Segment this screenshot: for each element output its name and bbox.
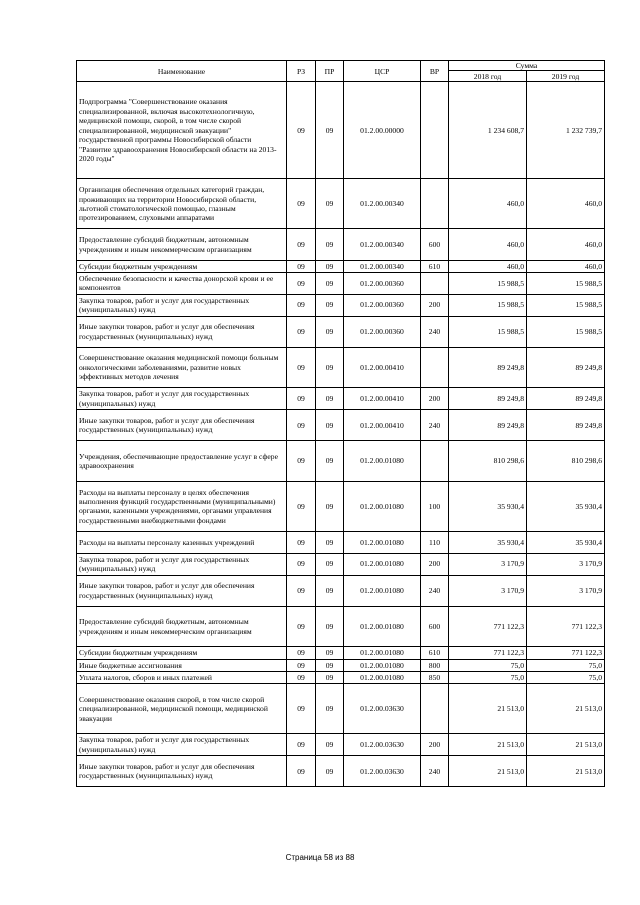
row-sum-2018: 460,0 [449, 260, 527, 272]
row-sum-2018: 460,0 [449, 179, 527, 229]
row-csr: 01.2.00.00000 [344, 82, 421, 179]
row-rz: 09 [287, 260, 316, 272]
table-row [77, 684, 605, 734]
row-vr: 200 [421, 734, 449, 756]
row-name: Расходы на выплаты персоналу в целях обеспечения выполнения функций государственными (муниципальными) органами, казенными учреждениями, органами управления государственными внебюджетными фондами [77, 481, 287, 531]
row-csr: 01.2.00.00340 [344, 260, 421, 272]
table-row [77, 606, 605, 647]
table-row [77, 179, 605, 229]
row-sum-2018: 89 249,8 [449, 388, 527, 410]
header-pr: ПР [316, 61, 344, 82]
row-rz: 09 [287, 659, 316, 671]
row-pr: 09 [316, 734, 344, 756]
row-name: Закупка товаров, работ и услуг для государственных (муниципальных) нужд [77, 553, 287, 575]
row-csr: 01.2.00.03630 [344, 684, 421, 734]
table-row [77, 647, 605, 659]
row-name: Совершенствование оказания медицинской помощи больным онкологическими заболеваниями, развитие новых эффективных методов лечения [77, 347, 287, 388]
table-row [77, 659, 605, 671]
row-rz: 09 [287, 388, 316, 410]
row-sum-2018: 771 122,3 [449, 647, 527, 659]
row-name: Иные закупки товаров, работ и услуг для обеспечения государственных (муниципальных) нужд [77, 410, 287, 441]
row-vr [421, 441, 449, 482]
row-rz: 09 [287, 672, 316, 684]
row-sum-2019: 460,0 [527, 229, 605, 260]
row-sum-2019: 15 988,5 [527, 294, 605, 316]
row-sum-2019: 771 122,3 [527, 606, 605, 647]
row-rz: 09 [287, 756, 316, 787]
table-row [77, 410, 605, 441]
row-csr: 01.2.00.01080 [344, 606, 421, 647]
row-pr: 09 [316, 229, 344, 260]
row-sum-2018: 35 930,4 [449, 481, 527, 531]
row-rz: 09 [287, 229, 316, 260]
row-pr: 09 [316, 347, 344, 388]
row-rz: 09 [287, 481, 316, 531]
row-vr [421, 82, 449, 179]
row-csr: 01.2.00.00340 [344, 229, 421, 260]
row-rz: 09 [287, 553, 316, 575]
row-sum-2018: 75,0 [449, 672, 527, 684]
row-vr: 200 [421, 553, 449, 575]
table-row [77, 316, 605, 347]
row-sum-2019: 21 513,0 [527, 756, 605, 787]
row-name: Расходы на выплаты персоналу казенных учреждений [77, 531, 287, 553]
table-row [77, 553, 605, 575]
row-sum-2018: 15 988,5 [449, 294, 527, 316]
row-sum-2019: 15 988,5 [527, 316, 605, 347]
row-csr: 01.2.00.01080 [344, 531, 421, 553]
row-pr: 09 [316, 481, 344, 531]
row-sum-2019: 810 298,6 [527, 441, 605, 482]
row-vr: 240 [421, 575, 449, 606]
table-row [77, 388, 605, 410]
row-name: Уплата налогов, сборов и иных платежей [77, 672, 287, 684]
row-rz: 09 [287, 316, 316, 347]
row-sum-2019: 75,0 [527, 659, 605, 671]
row-name: Учреждения, обеспечивающие предоставление услуг в сфере здравоохранения [77, 441, 287, 482]
table-row [77, 294, 605, 316]
row-vr: 110 [421, 531, 449, 553]
row-sum-2018: 3 170,9 [449, 575, 527, 606]
row-csr: 01.2.00.01080 [344, 481, 421, 531]
row-name: Субсидии бюджетным учреждениям [77, 647, 287, 659]
row-sum-2018: 771 122,3 [449, 606, 527, 647]
row-pr: 09 [316, 82, 344, 179]
row-csr: 01.2.00.00340 [344, 179, 421, 229]
row-sum-2019: 460,0 [527, 179, 605, 229]
row-pr: 09 [316, 294, 344, 316]
row-csr: 01.2.00.01080 [344, 647, 421, 659]
row-vr: 240 [421, 316, 449, 347]
row-sum-2019: 35 930,4 [527, 481, 605, 531]
row-sum-2018: 15 988,5 [449, 316, 527, 347]
row-sum-2018: 3 170,9 [449, 553, 527, 575]
row-pr: 09 [316, 441, 344, 482]
row-sum-2018: 89 249,8 [449, 347, 527, 388]
row-sum-2019: 771 122,3 [527, 647, 605, 659]
table-row [77, 229, 605, 260]
row-pr: 09 [316, 672, 344, 684]
row-rz: 09 [287, 734, 316, 756]
row-name: Иные бюджетные ассигнования [77, 659, 287, 671]
row-vr: 800 [421, 659, 449, 671]
row-vr: 610 [421, 647, 449, 659]
row-name: Обеспечение безопасности и качества донорской крови и ее компонентов [77, 272, 287, 294]
table-row [77, 441, 605, 482]
table-row [77, 756, 605, 787]
row-name: Совершенствование оказания скорой, в том числе скорой специализированной, медицинской помощи, медицинской эвакуации [77, 684, 287, 734]
row-sum-2018: 21 513,0 [449, 684, 527, 734]
header-2019: 2019 год [527, 71, 605, 82]
row-pr: 09 [316, 684, 344, 734]
row-name: Предоставление субсидий бюджетным, автономным учреждениям и иным некоммерческим организациям [77, 229, 287, 260]
row-pr: 09 [316, 756, 344, 787]
row-name: Иные закупки товаров, работ и услуг для обеспечения государственных (муниципальных) нужд [77, 316, 287, 347]
row-csr: 01.2.00.00360 [344, 316, 421, 347]
row-pr: 09 [316, 659, 344, 671]
row-name: Подпрограмма "Совершенствование оказания специализированной, включая высокотехнологичную, медицинской помощи, скорой, в том числе скорой специализированной, медицинской эвакуации" государственной программы Новосибирской области "Развитие здравоохранения Новосибирской области на 2013-2020 годы" [77, 82, 287, 179]
row-sum-2018: 460,0 [449, 229, 527, 260]
row-sum-2019: 3 170,9 [527, 553, 605, 575]
row-sum-2019: 75,0 [527, 672, 605, 684]
header-vr: ВР [421, 61, 449, 82]
header-2018: 2018 год [449, 71, 527, 82]
row-sum-2019: 460,0 [527, 260, 605, 272]
row-vr: 200 [421, 294, 449, 316]
row-csr: 01.2.00.01080 [344, 441, 421, 482]
row-rz: 09 [287, 606, 316, 647]
row-vr: 240 [421, 410, 449, 441]
row-sum-2019: 15 988,5 [527, 272, 605, 294]
table-row [77, 531, 605, 553]
table-row [77, 734, 605, 756]
row-sum-2019: 21 513,0 [527, 734, 605, 756]
row-csr: 01.2.00.01080 [344, 575, 421, 606]
row-pr: 09 [316, 388, 344, 410]
row-sum-2018: 1 234 608,7 [449, 82, 527, 179]
header-rz: РЗ [287, 61, 316, 82]
row-sum-2019: 21 513,0 [527, 684, 605, 734]
header-csr: ЦСР [344, 61, 421, 82]
row-csr: 01.2.00.01080 [344, 672, 421, 684]
table-body [77, 82, 605, 787]
page-footer: Страница 58 из 88 [285, 853, 355, 862]
row-vr [421, 684, 449, 734]
table-row [77, 260, 605, 272]
row-sum-2018: 35 930,4 [449, 531, 527, 553]
row-sum-2018: 75,0 [449, 659, 527, 671]
row-rz: 09 [287, 647, 316, 659]
row-csr: 01.2.00.03630 [344, 756, 421, 787]
row-pr: 09 [316, 179, 344, 229]
row-sum-2019: 35 930,4 [527, 531, 605, 553]
row-vr: 600 [421, 606, 449, 647]
row-vr: 600 [421, 229, 449, 260]
row-rz: 09 [287, 82, 316, 179]
row-csr: 01.2.00.00360 [344, 272, 421, 294]
row-vr: 200 [421, 388, 449, 410]
row-vr: 240 [421, 756, 449, 787]
row-sum-2019: 3 170,9 [527, 575, 605, 606]
table-row [77, 82, 605, 179]
table-row [77, 481, 605, 531]
row-csr: 01.2.00.00410 [344, 347, 421, 388]
row-name: Закупка товаров, работ и услуг для государственных (муниципальных) нужд [77, 388, 287, 410]
row-pr: 09 [316, 553, 344, 575]
row-pr: 09 [316, 575, 344, 606]
row-vr: 850 [421, 672, 449, 684]
row-rz: 09 [287, 294, 316, 316]
row-rz: 09 [287, 410, 316, 441]
row-vr [421, 347, 449, 388]
row-name: Организация обеспечения отдельных категорий граждан, проживающих на территории Новосибирской области, льготной стоматологической помощью, глазным протезированием, слуховыми аппаратами [77, 179, 287, 229]
table-row [77, 272, 605, 294]
row-sum-2019: 89 249,8 [527, 388, 605, 410]
table-row [77, 672, 605, 684]
row-rz: 09 [287, 179, 316, 229]
row-csr: 01.2.00.00410 [344, 388, 421, 410]
row-name: Иные закупки товаров, работ и услуг для обеспечения государственных (муниципальных) нужд [77, 575, 287, 606]
row-name: Закупка товаров, работ и услуг для государственных (муниципальных) нужд [77, 734, 287, 756]
row-pr: 09 [316, 606, 344, 647]
row-sum-2018: 810 298,6 [449, 441, 527, 482]
row-vr: 100 [421, 481, 449, 531]
row-rz: 09 [287, 531, 316, 553]
row-name: Иные закупки товаров, работ и услуг для обеспечения государственных (муниципальных) нужд [77, 756, 287, 787]
row-sum-2019: 89 249,8 [527, 347, 605, 388]
row-vr: 610 [421, 260, 449, 272]
header-name: Наименование [77, 61, 287, 82]
row-rz: 09 [287, 441, 316, 482]
table-row [77, 347, 605, 388]
row-rz: 09 [287, 684, 316, 734]
row-pr: 09 [316, 531, 344, 553]
row-csr: 01.2.00.01080 [344, 659, 421, 671]
row-name: Закупка товаров, работ и услуг для государственных (муниципальных) нужд [77, 294, 287, 316]
row-name: Субсидии бюджетным учреждениям [77, 260, 287, 272]
row-pr: 09 [316, 316, 344, 347]
row-sum-2019: 1 232 739,7 [527, 82, 605, 179]
row-sum-2018: 89 249,8 [449, 410, 527, 441]
row-csr: 01.2.00.00360 [344, 294, 421, 316]
table-row [77, 575, 605, 606]
row-pr: 09 [316, 272, 344, 294]
row-csr: 01.2.00.01080 [344, 553, 421, 575]
row-vr [421, 272, 449, 294]
row-rz: 09 [287, 575, 316, 606]
row-rz: 09 [287, 272, 316, 294]
row-sum-2019: 89 249,8 [527, 410, 605, 441]
row-pr: 09 [316, 260, 344, 272]
row-pr: 09 [316, 647, 344, 659]
row-sum-2018: 21 513,0 [449, 734, 527, 756]
row-rz: 09 [287, 347, 316, 388]
budget-table [76, 60, 605, 787]
row-vr [421, 179, 449, 229]
row-pr: 09 [316, 410, 344, 441]
row-sum-2018: 15 988,5 [449, 272, 527, 294]
row-sum-2018: 21 513,0 [449, 756, 527, 787]
row-name: Предоставление субсидий бюджетным, автономным учреждениям и иным некоммерческим организациям [77, 606, 287, 647]
header-sum: Сумма [449, 61, 605, 71]
row-csr: 01.2.00.00410 [344, 410, 421, 441]
row-csr: 01.2.00.03630 [344, 734, 421, 756]
